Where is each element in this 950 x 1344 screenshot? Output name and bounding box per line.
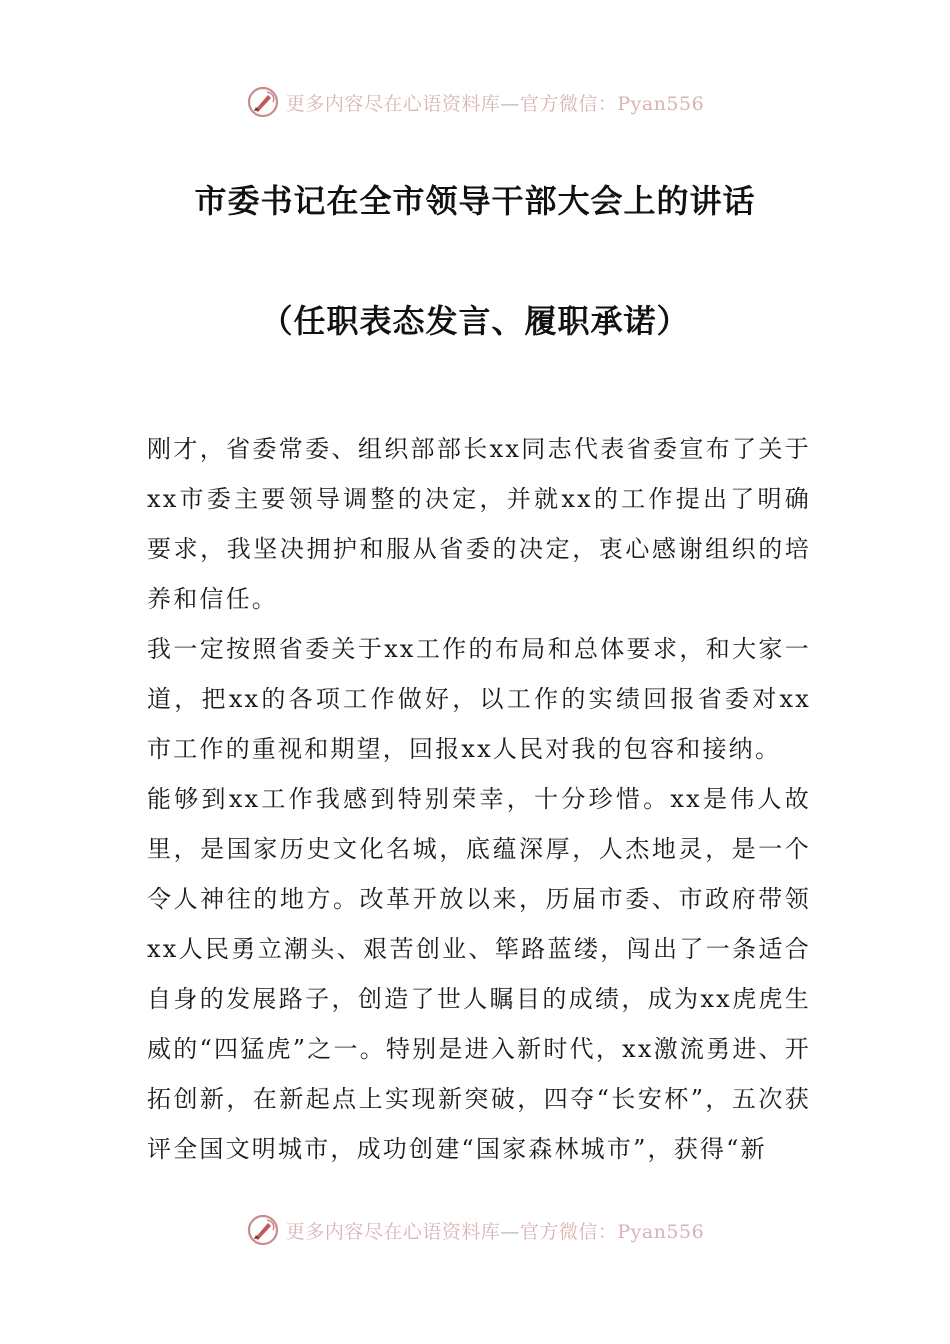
- pen-nib-circle-icon: [246, 85, 280, 119]
- paragraph-1: 刚才，省委常委、组织部部长xx同志代表省委宣布了关于xx市委主要领导调整的决定，并就xx的工作提出了明确要求，我坚决拥护和服从省委的决定，衷心感谢组织的培养和信任。: [147, 435, 811, 613]
- footer-watermark-text: [286, 1217, 704, 1244]
- paragraph-2: 我一定按照省委关于xx工作的布局和总体要求，和大家一道，把xx的各项工作做好，以工作的实绩回报省委对xx市工作的重视和期望，回报xx人民对我的包容和接纳。: [147, 635, 811, 763]
- header-watermark-text: [286, 89, 704, 116]
- header-watermark-sep: —: [500, 92, 520, 115]
- document-subtitle: （任职表态发言、履职承诺）: [260, 302, 690, 340]
- header-watermark: [0, 80, 950, 124]
- document-body: [147, 424, 811, 1174]
- footer-watermark-main: 更多内容尽在心语资料库: [285, 1220, 501, 1243]
- pen-nib-circle-icon: [246, 1213, 280, 1247]
- paragraph-3: 能够到xx工作我感到特别荣幸，十分珍惜。xx是伟人故里，是国家历史文化名城，底蕴深厚，人杰地灵，是一个令人神往的地方。改革开放以来，历届市委、市政府带领xx人民勇立潮头、艰苦创业、筚路蓝缕，闯出了一条适合自身的发展路子，创造了世人瞩目的成绩，成为xx虎虎生威的“四猛虎”之一。特别是进入新时代，xx激流勇进、开拓创新，在新起点上实现新突破，四夺“长安杯”，五次获评全国文明城市，成功创建“国家森林城市”，获得“新: [147, 785, 811, 1163]
- document-title: 市委书记在全市领导干部大会上的讲话: [194, 182, 756, 220]
- footer-watermark-tail: 官方微信：Pyan556: [519, 1220, 705, 1243]
- footer-watermark: [0, 1208, 950, 1252]
- header-watermark-tail: 官方微信：Pyan556: [519, 92, 705, 115]
- footer-watermark-sep: —: [500, 1220, 520, 1243]
- header-watermark-main: 更多内容尽在心语资料库: [285, 92, 501, 115]
